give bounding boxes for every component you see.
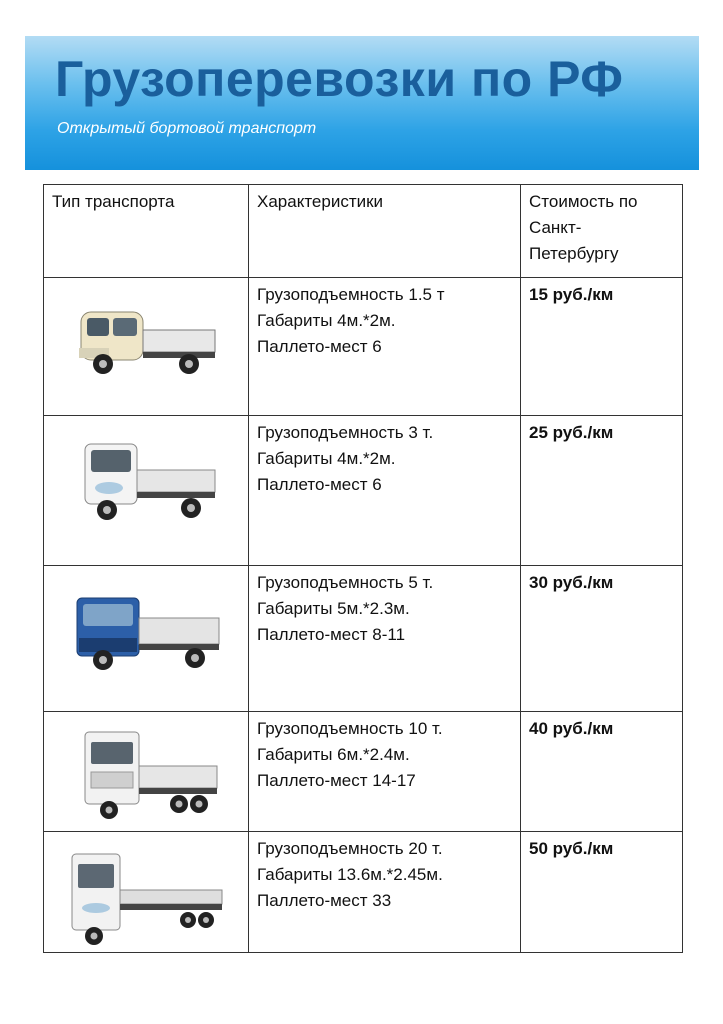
capacity-text: Грузоподъемность 10 т.	[257, 719, 443, 738]
dimensions-text: Габариты 4м.*2м.	[257, 311, 396, 330]
price-cell	[521, 416, 683, 566]
page-subtitle: Открытый бортовой транспорт	[57, 120, 317, 137]
pallets-text: Паллето-мест 6	[257, 475, 382, 494]
dimensions-text: Габариты 5м.*2.3м.	[257, 599, 410, 618]
price-text: 30 руб./км	[529, 573, 614, 592]
table-row	[44, 278, 683, 416]
vehicle-image-cell	[44, 566, 249, 712]
capacity-text: Грузоподъемность 20 т.	[257, 839, 443, 858]
header-banner	[25, 36, 699, 170]
price-text: 50 руб./км	[529, 839, 614, 858]
price-cell	[521, 832, 683, 953]
vehicle-image-cell	[44, 416, 249, 566]
table-header-row	[44, 185, 683, 278]
specs-cell	[249, 416, 521, 566]
specs-cell	[249, 832, 521, 953]
blue-cab-flatbed-truck-icon	[69, 580, 224, 675]
light-flatbed-truck-icon	[71, 430, 221, 525]
capacity-text: Грузоподъемность 3 т.	[257, 423, 434, 442]
table-row	[44, 416, 683, 566]
price-text: 40 руб./км	[529, 719, 614, 738]
small-van-truck-icon	[71, 292, 221, 382]
vehicle-image-cell	[44, 832, 249, 953]
vehicle-image-cell	[44, 278, 249, 416]
pallets-text: Паллето-мест 8-11	[257, 625, 406, 644]
table-row	[44, 832, 683, 953]
specs-cell	[249, 566, 521, 712]
semi-trailer-truck-icon	[66, 846, 226, 946]
specs-cell	[249, 278, 521, 416]
price-cell	[521, 566, 683, 712]
rates-table	[43, 184, 683, 953]
price-text: 15 руб./км	[529, 285, 614, 304]
header-transport-type: Тип транспорта	[44, 185, 249, 278]
header-specs: Характеристики	[249, 185, 521, 278]
table-row	[44, 712, 683, 832]
pallets-text: Паллето-мест 14-17	[257, 771, 416, 790]
price-cell	[521, 712, 683, 832]
capacity-text: Грузоподъемность 5 т.	[257, 573, 434, 592]
pallets-text: Паллето-мест 6	[257, 337, 382, 356]
table-row	[44, 566, 683, 712]
specs-cell	[249, 712, 521, 832]
capacity-text: Грузоподъемность 1.5 т	[257, 285, 445, 304]
dimensions-text: Габариты 4м.*2м.	[257, 449, 396, 468]
price-cell	[521, 278, 683, 416]
header-price: Стоимость по Санкт- Петербургу	[521, 185, 683, 278]
heavy-flatbed-truck-icon	[71, 726, 221, 821]
page-title: Грузоперевозки по РФ	[55, 51, 624, 107]
pallets-text: Паллето-мест 33	[257, 891, 392, 910]
dimensions-text: Габариты 13.6м.*2.45м.	[257, 865, 443, 884]
dimensions-text: Габариты 6м.*2.4м.	[257, 745, 410, 764]
vehicle-image-cell	[44, 712, 249, 832]
price-text: 25 руб./км	[529, 423, 614, 442]
